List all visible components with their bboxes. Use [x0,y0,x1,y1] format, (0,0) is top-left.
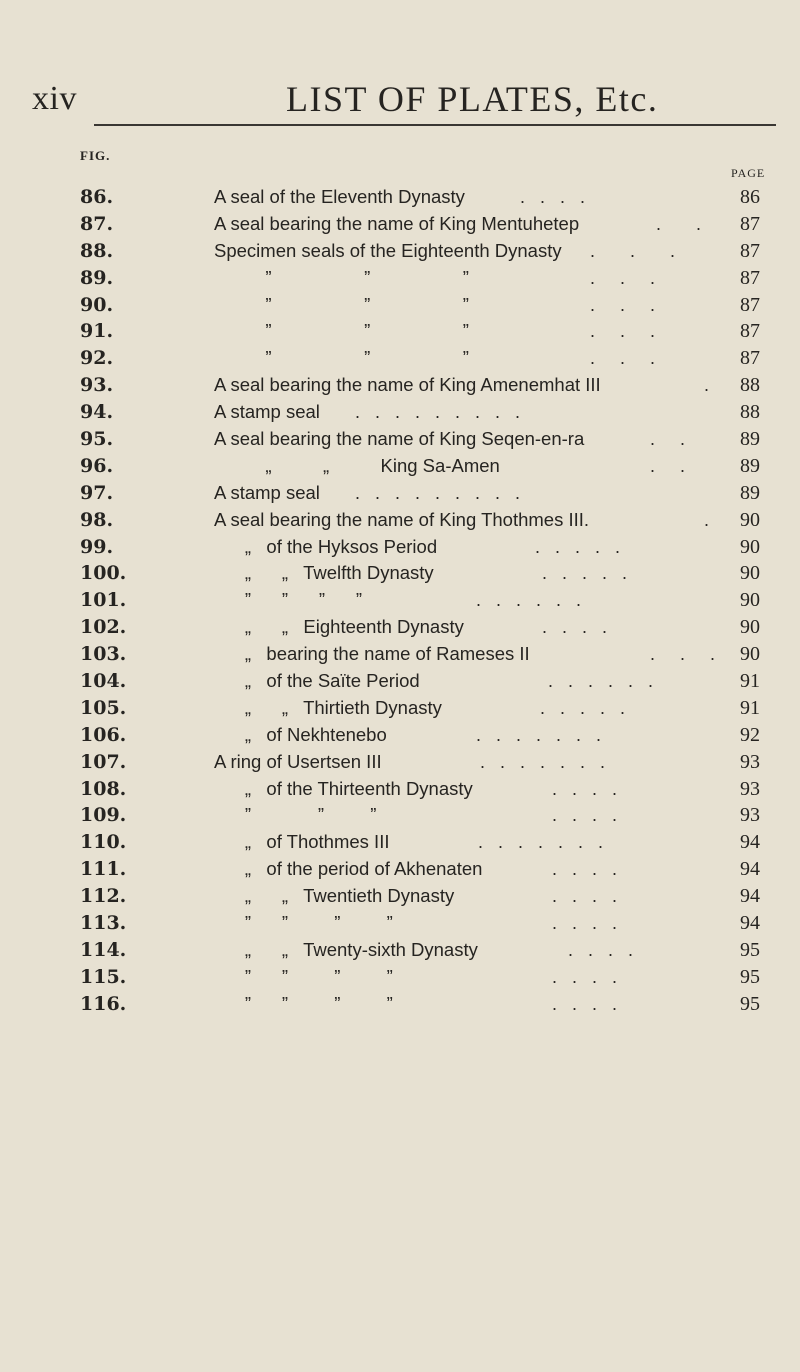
list-item [0,749,800,776]
page-number: 89 [740,428,760,451]
list-item [0,587,800,614]
page-number: 87 [740,266,760,289]
list-item [0,399,800,426]
list-item [0,211,800,238]
figure-caption: ” ” ” ” [214,992,393,1014]
figure-caption: „ „ Thirtieth Dynasty [214,696,442,718]
figure-caption: ” ” ” [214,347,469,369]
figure-number: 102. [80,616,127,639]
page-number: 95 [740,938,760,961]
page-number: 92 [740,723,760,746]
list-item [0,695,800,722]
figure-caption: „ of Nekhtenebo [214,723,387,745]
page-number: 90 [740,643,760,666]
figure-caption: A seal bearing the name of King Mentuhetep [214,212,580,234]
list-item [0,722,800,749]
figure-caption: „ „ Twenty-sixth Dynasty [214,938,478,960]
list-item [0,345,800,372]
dot-leader: . . . . [520,187,586,207]
figure-caption: ” ” ” [214,266,469,288]
figure-number: 87. [80,212,114,235]
figure-caption: ” ” ” ” [214,589,362,611]
figure-number: 110. [80,831,127,854]
dot-leader: . . . . [552,913,618,934]
figure-caption: „ „ Twelfth Dynasty [214,562,434,584]
dot-leader: . . . . [552,859,618,880]
figure-number: 101. [80,589,127,612]
figure-caption: A seal of the Eleventh Dynasty [214,186,465,207]
dot-leader: . [704,375,710,396]
figure-number: 96. [80,454,114,477]
list-item [0,883,800,910]
figure-number: 105. [80,696,127,719]
dot-leader: . . . . [552,886,618,907]
page-number: 87 [740,293,760,316]
figure-caption: ” ” ” [214,293,469,315]
figure-number: 95. [80,428,114,451]
figure-number: 90. [80,293,114,316]
figure-number: 98. [80,508,114,531]
page-number: 91 [740,670,760,693]
figure-number: 113. [80,912,127,935]
list-item [0,534,800,561]
list-item [0,802,800,829]
page-number: 95 [740,992,760,1015]
figure-number: 111. [80,858,127,881]
figure-caption: ” ” ” [214,804,377,826]
running-title: LIST OF PLATES, Etc. [286,79,659,119]
page-number: 94 [740,912,760,935]
figure-caption: „ of Thothmes III [214,831,390,853]
page-number: 93 [740,777,760,800]
figure-number: 99. [80,535,114,558]
figure-number: 88. [80,239,114,262]
figure-caption: Specimen seals of the Eighteenth Dynasty [214,239,562,261]
list-item [0,776,800,803]
figure-caption: „ of the Hyksos Period [214,535,438,557]
dot-leader: . . . . [552,778,618,799]
figure-caption: A seal bearing the name of King Amenemhat III [214,374,601,396]
dot-leader: . . . . [542,617,608,638]
dot-leader: . . . [590,348,656,369]
figure-number: 92. [80,347,114,370]
page-number: 87 [740,212,760,235]
list-item [0,318,800,345]
dot-leader: . . . [590,321,656,342]
list-item [0,292,800,319]
dot-leader: . [704,509,710,530]
figure-number: 89. [80,266,114,289]
list-item [0,964,800,991]
page-number: 90 [740,616,760,639]
page-folio: xiv [32,80,77,117]
list-item [0,614,800,641]
page-number: 89 [740,454,760,477]
dot-leader: . . . . [552,805,618,826]
dot-leader: . . . . . [542,563,628,584]
list-item [0,238,800,265]
dot-leader: . . . . . . . . . [355,402,521,423]
list-item [0,372,800,399]
figure-caption: „ „ Twentieth Dynasty [214,885,455,907]
page-number: 91 [740,696,760,719]
dot-leader: . . . [590,240,676,261]
figure-caption: A seal bearing the name of King Thothmes III. [214,508,590,530]
page-number: 94 [740,858,760,881]
figure-number: 106. [80,723,127,746]
figure-number: 114. [80,938,127,961]
list-item [0,937,800,964]
dot-leader: . . . [590,267,656,288]
page-number: 87 [740,347,760,370]
figure-number: 107. [80,750,127,773]
dot-leader: . . . . . . . . . [355,482,521,503]
page-number: 88 [740,374,760,397]
fig-column-heading: FIG. [80,148,111,163]
dot-leader: . . [650,455,686,476]
page-number: 89 [740,481,760,504]
page-number: 93 [740,804,760,827]
dot-leader: . . . . [552,993,618,1014]
header-rule [94,124,776,126]
figure-number: 103. [80,643,127,666]
figure-caption: A seal bearing the name of King Seqen-en-ra [214,428,585,450]
list-item [0,829,800,856]
page-number: 88 [740,401,760,424]
figure-number: 104. [80,670,127,693]
figure-caption: „ of the period of Akhenaten [214,858,483,880]
page-number: 87 [740,320,760,343]
figure-caption: „ of the Saïte Period [214,670,420,692]
list-item [0,856,800,883]
figure-number: 91. [80,320,114,343]
figure-caption: A ring of Usertsen III [214,750,382,772]
figure-caption: ” ” ” ” [214,965,393,987]
list-item [0,668,800,695]
figure-number: 108. [80,777,127,800]
figure-number: 115. [80,965,127,988]
dot-leader: . . [656,213,702,234]
page-number: 94 [740,831,760,854]
figure-number: 116. [80,992,127,1015]
dot-leader: . . . [650,644,716,665]
figure-number: 100. [80,562,127,585]
page-number: 87 [740,239,760,262]
list-item [0,265,800,292]
figure-number: 97. [80,481,114,504]
figure-caption: A stamp seal [214,401,320,423]
list-item [0,184,800,211]
figure-caption: ” ” ” ” [214,912,393,934]
dot-leader: . . . . . . . [478,832,604,853]
dot-leader: . . . . . . . [480,751,606,772]
page-number: 94 [740,885,760,908]
dot-leader: . . . . . . [476,590,582,611]
page-number: 86 [740,186,760,208]
list-item [0,560,800,587]
figure-caption: A stamp seal [214,481,320,503]
list-item [0,507,800,534]
page-number: 95 [740,965,760,988]
figure-number: 93. [80,374,114,397]
figure-number: 112. [80,885,127,908]
list-item [0,641,800,668]
figure-number: 86. [80,186,114,208]
page-number: 90 [740,535,760,558]
dot-leader: . . . . [568,939,634,960]
dot-leader: . . [650,429,686,450]
list-item [0,991,800,1018]
dot-leader: . . . . . . [548,671,654,692]
list-item [0,453,800,480]
list-item [0,910,800,937]
figure-number: 109. [80,804,127,827]
page-number: 90 [740,562,760,585]
dot-leader: . . . . . [540,697,626,718]
page-column-heading: PAGE [731,166,766,180]
dot-leader: . . . . . [535,536,621,557]
figure-caption: ” ” ” [214,320,469,342]
dot-leader: . . . . [552,966,618,987]
list-item [0,480,800,507]
figure-number: 94. [80,401,114,424]
list-item [0,426,800,453]
figure-caption: „ „ Eighteenth Dynasty [214,616,464,638]
dot-leader: . . . [590,294,656,315]
page-number: 93 [740,750,760,773]
figure-caption: „ of the Thirteenth Dynasty [214,777,473,799]
page-number: 90 [740,508,760,531]
plates-list [0,184,800,1018]
page-number: 90 [740,589,760,612]
figure-caption: „ bearing the name of Rameses II [214,643,530,665]
dot-leader: . . . . . . . [476,724,602,745]
figure-caption: „ „ King Sa-Amen [214,454,500,476]
